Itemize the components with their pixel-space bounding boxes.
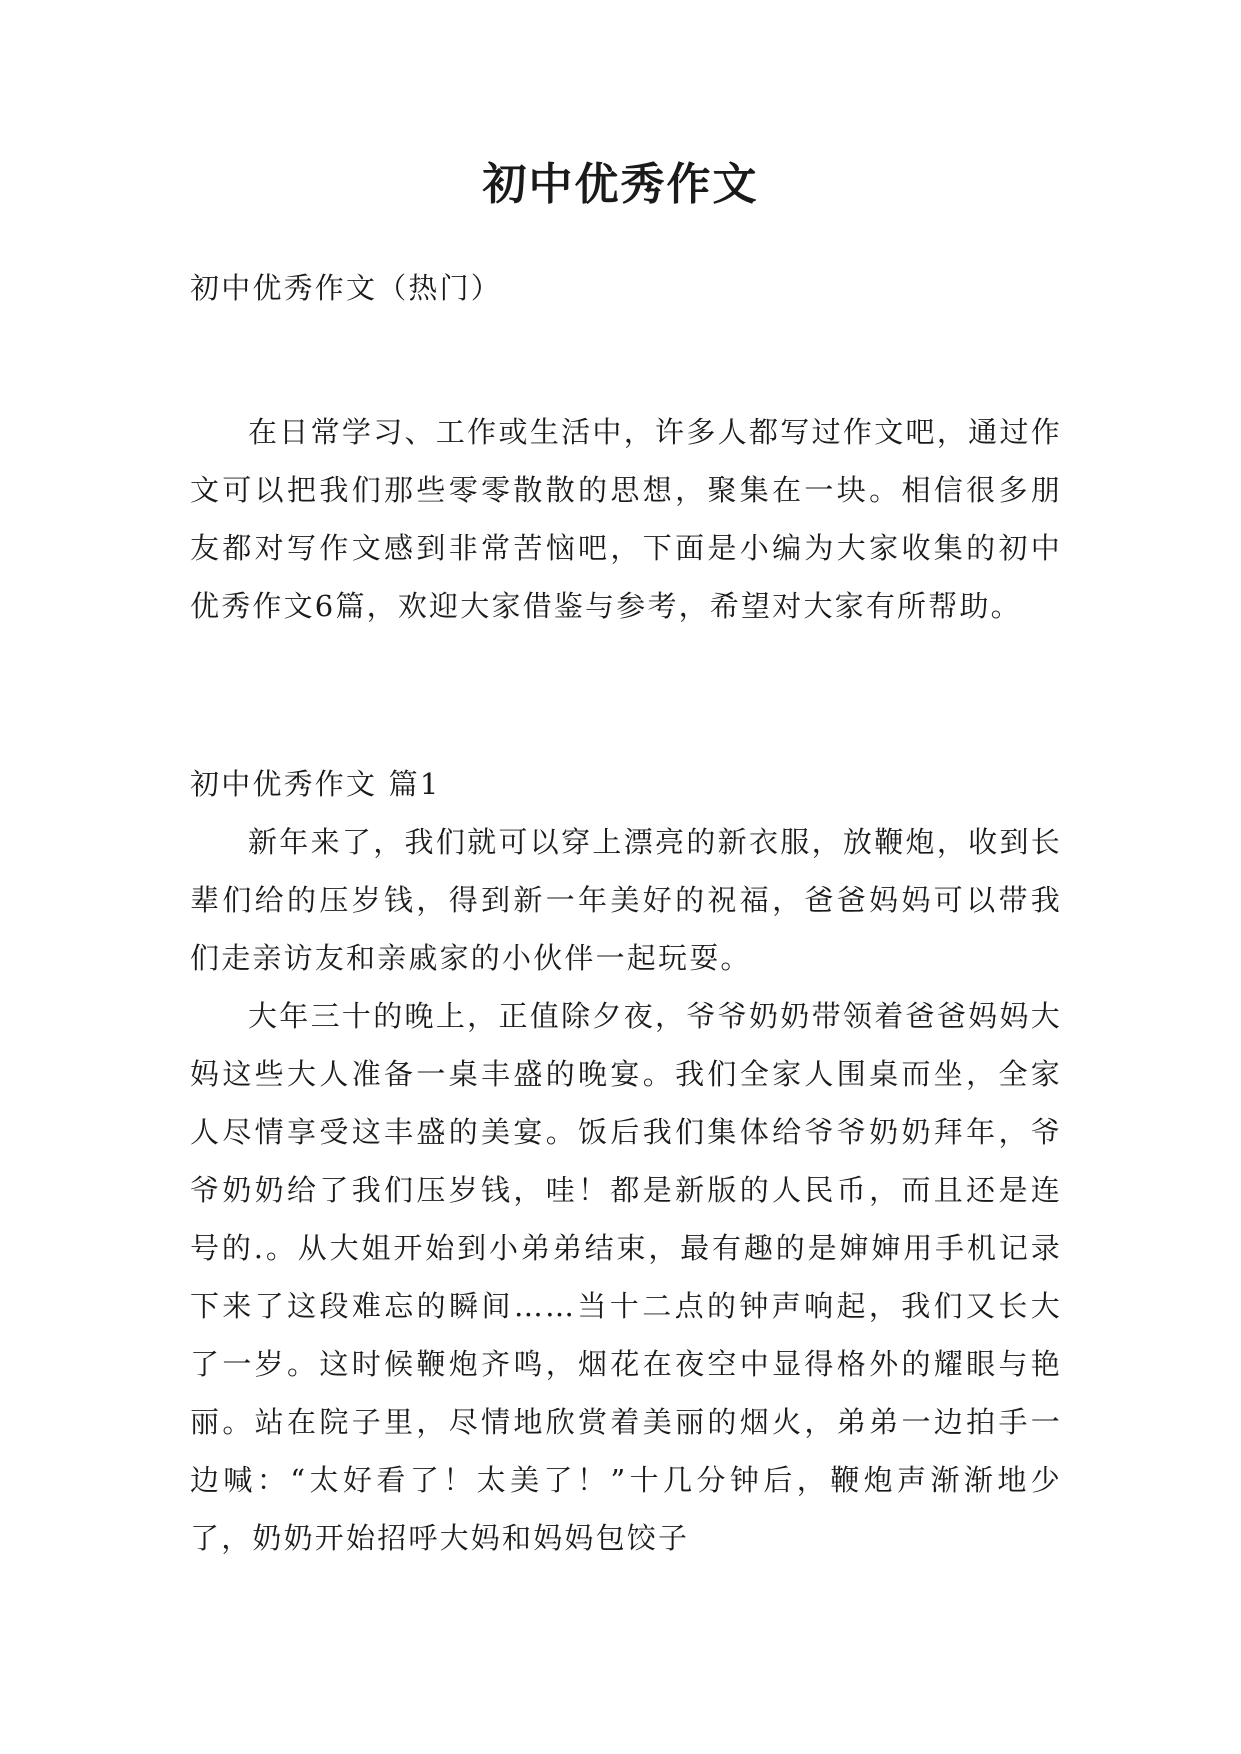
document-subtitle: 初中优秀作文（热门）: [190, 271, 503, 305]
intro-paragraph: 在日常学习、工作或生活中，许多人都写过作文吧，通过作文可以把我们那些零零散散的思想，聚集在一块。相信很多朋友都对写作文感到非常苦恼吧，下面是小编为大家收集的初中优秀作文6篇，欢迎大家借鉴与参考，希望对大家有所帮助。: [190, 415, 1062, 623]
section-paragraph-1: 新年来了，我们就可以穿上漂亮的新衣服，放鞭炮，收到长辈们给的压岁钱，得到新一年美好的祝福，爸爸妈妈可以带我们走亲访友和亲戚家的小伙伴一起玩耍。: [190, 825, 1062, 975]
section-heading: 初中优秀作文 篇1: [190, 767, 441, 801]
section-paragraph-2: 大年三十的晚上，正值除夕夜，爷爷奶奶带领着爸爸妈妈大妈这些大人准备一桌丰盛的晚宴。我们全家人围桌而坐，全家人尽情享受这丰盛的美宴。饭后我们集体给爷爷奶奶拜年，爷爷奶奶给了我们压岁钱，哇！都是新版的人民币，而且还是连号的.。从大姐开始到小弟弟结束，最有趣的是婶婶用手机记录下来了这段难忘的瞬间……当十二点的钟声响起，我们又长大了一岁。这时候鞭炮齐鸣，烟花在夜空中显得格外的耀眼与艳丽。站在院子里，尽情地欣赏着美丽的烟火，弟弟一边拍手一边喊：“太好看了！太美了！”十几分钟后，鞭炮声渐渐地少了，奶奶开始招呼大妈和妈妈包饺子: [190, 999, 1062, 1555]
document-title: 初中优秀作文: [482, 159, 759, 210]
